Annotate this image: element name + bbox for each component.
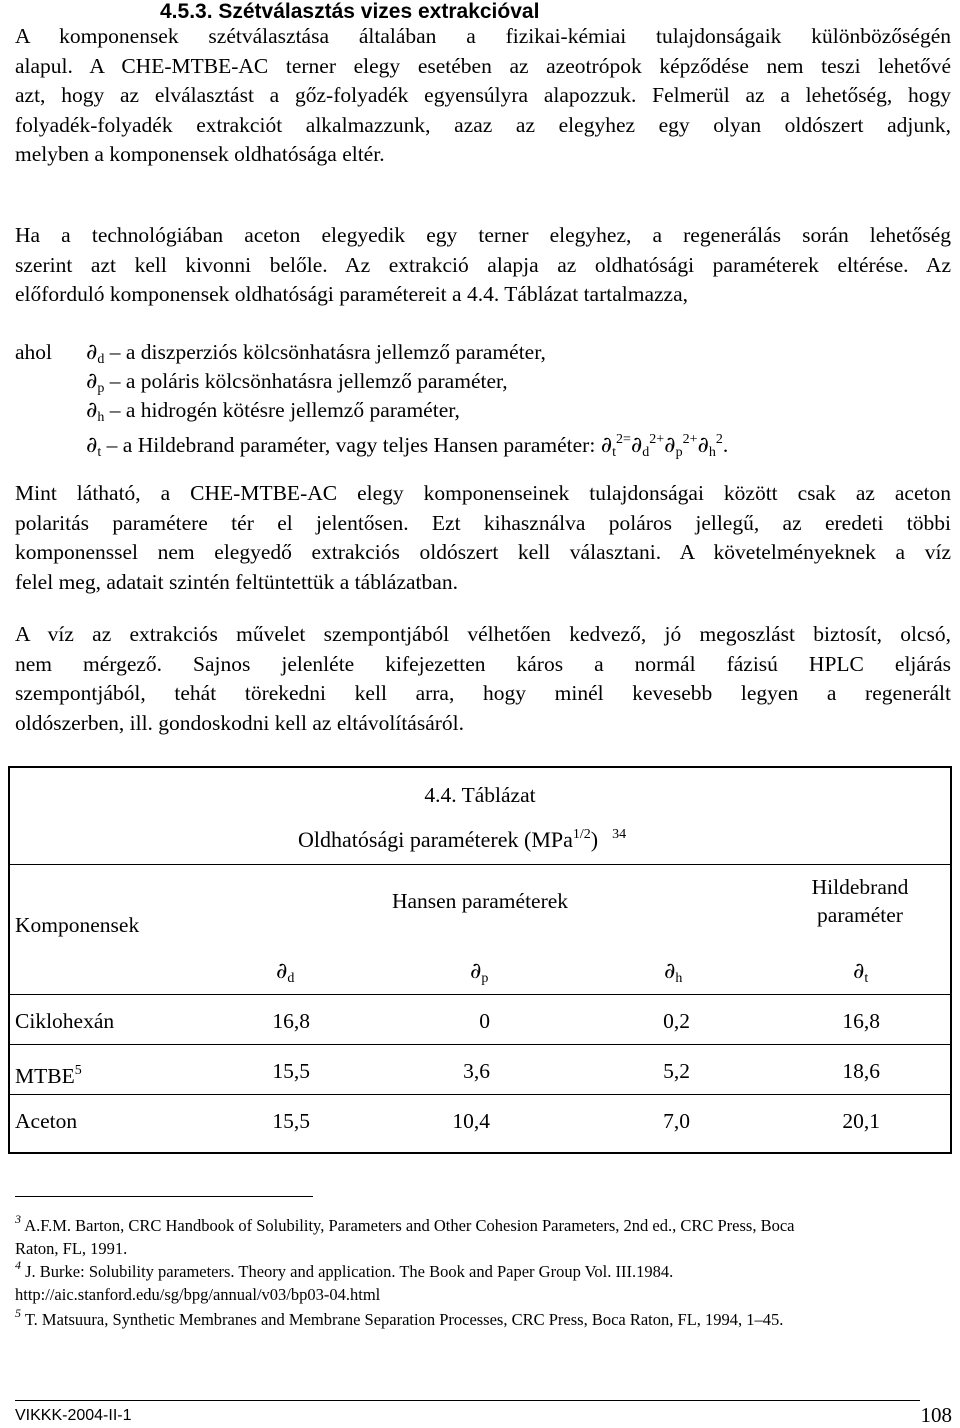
col-symbol-p [470, 958, 488, 992]
paragraph-line: előforduló komponensek oldhatósági paramétereit a 4.4. Táblázat tartalmazza, [15, 282, 688, 306]
definitions-label: ahol [15, 340, 53, 364]
paragraph-line: szempontjából, tehát törekedni kell arra, hogy minél kevesebb legyen a regenerált [15, 681, 951, 705]
paragraph-2 [15, 221, 951, 310]
col-symbol-h [664, 958, 682, 992]
paragraph-line: azt, hogy az elválasztást a gőz-folyadék egyensúlyra alapozzuk. Felmerül az a lehetőség, hogy [15, 83, 951, 107]
footnote-link[interactable]: http://aic.stanford.edu/sg/bpg/annual/v03/bp03-04.html [15, 1285, 381, 1304]
footnote-line: Raton, FL, 1991. [15, 1239, 128, 1258]
partial-symbol: ∂ [600, 433, 613, 458]
definition-text: – a hidrogén kötésre jellemző paraméter, [104, 398, 460, 422]
table-cell-t: 20,1 [842, 1109, 880, 1133]
table-caption: 4.4. Táblázat [424, 783, 536, 807]
table-title [298, 822, 626, 853]
paragraph-line: melyben a komponensek oldhatósága eltér. [15, 142, 385, 166]
formula-exponent: 2 [682, 432, 690, 447]
table-divider [10, 864, 950, 865]
formula-subscript: d [642, 445, 650, 460]
definition-text: – a diszperziós kölcsönhatásra jellemző paraméter, [104, 340, 546, 364]
table-cell-d: 15,5 [272, 1059, 310, 1083]
paragraph-1 [15, 22, 951, 170]
table-cell-p: 0 [479, 1009, 490, 1033]
section-heading: 4.5.3. Szétválasztás vizes extrakcióval [160, 0, 540, 23]
table-title-exponent: 1/2 [572, 827, 591, 842]
table-divider [10, 994, 950, 995]
row-name-text: MTBE [15, 1064, 75, 1088]
formula-plus: + [689, 432, 698, 447]
row-name-ref: 5 [74, 1063, 82, 1078]
footnote-text: T. Matsuura, Synthetic Membranes and Membrane Separation Processes, CRC Press, Boca Raton, FL, 1994, 1–45. [24, 1310, 784, 1329]
definition-text: – a Hildebrand paraméter, vagy teljes Hansen paraméter: [101, 433, 601, 457]
col-symbol-d [276, 958, 294, 992]
table-cell-t: 18,6 [842, 1059, 880, 1083]
symbol-subscript: d [97, 352, 105, 367]
partial-symbol: ∂ [697, 433, 709, 458]
formula-subscript: t [612, 445, 616, 460]
footer-rule [15, 1400, 920, 1401]
footnote-line [15, 1302, 951, 1331]
col-header-hildebrand: Hildebrand [811, 875, 909, 899]
col-header-components: Komponensek [15, 913, 140, 937]
partial-symbol: ∂ [853, 959, 865, 984]
definition-text: – a poláris kölcsönhatásra jellemző paraméter, [104, 369, 508, 393]
hildebrand-formula [600, 432, 729, 460]
col-symbol-t [853, 958, 868, 992]
table-divider [10, 1044, 950, 1045]
footnote-text: A.F.M. Barton, CRC Handbook of Solubility, Parameters and Other Cohesion Parameters, 2nd ed., CRC Press, Boca [24, 1216, 795, 1235]
paragraph-line: felel meg, adatait szintén feltüntettük a táblázatban. [15, 569, 458, 594]
footnote-number: 3 [15, 1212, 21, 1226]
paragraph-line: folyadék-folyadék extrakciót alkalmazzunk, azaz az elegyhez egy olyan oldószert adjunk, [15, 112, 951, 137]
footnote-line [15, 1254, 951, 1283]
table-cell-d: 15,5 [272, 1109, 310, 1133]
paragraph-line: nem mérgező. Sajnos jelenléte kifejezetten káros a normál fázisú HPLC eljárás [15, 651, 951, 676]
page-number: 108 [920, 1403, 952, 1427]
footnote-text: J. Burke: Solubility parameters. Theory and application. The Book and Paper Group Vol. III.1984. [25, 1262, 674, 1281]
table-cell-h: 7,0 [663, 1109, 690, 1133]
table-row-name [15, 1058, 82, 1089]
footnote-rule [15, 1196, 313, 1197]
table-title-text: Oldhatósági paraméterek (MPa [298, 827, 573, 852]
col-header-hildebrand-2: paraméter [817, 903, 903, 927]
paragraph-line: A komponensek szétválasztása általában a fizikai-kémiai tulajdonságaik különbözőségén [15, 24, 951, 48]
table-row-name: Aceton [15, 1109, 78, 1133]
formula-plus: + [656, 432, 665, 447]
table-cell-p: 3,6 [463, 1059, 490, 1083]
formula-subscript: h [708, 445, 716, 460]
footnote-line [15, 1208, 951, 1237]
col-header-hansen: Hansen paraméterek [391, 889, 569, 913]
paragraph-line: Ha a technológiában aceton elegyedik egy terner elegyhez, a regenerálás során lehetőség [15, 223, 951, 247]
partial-symbol: ∂ [276, 959, 288, 984]
formula-exponent: 2 [715, 432, 723, 447]
footer-doc-id: VIKKK-2004-II-1 [15, 1407, 132, 1424]
symbol-subscript: d [287, 971, 295, 986]
symbol-subscript: h [675, 971, 683, 986]
partial-symbol: ∂ [470, 959, 482, 984]
partial-symbol: ∂ [664, 433, 676, 458]
partial-symbol: ∂ [630, 433, 643, 458]
symbol-subscript: h [97, 410, 105, 425]
paragraph-line: A víz az extrakciós művelet szempontjából vélhetően kedvező, jó megoszlást biztosít, olcsó, [15, 622, 951, 646]
paragraph-line: oldószerben, ill. gondoskodni kell az eltávolításáról. [15, 710, 465, 735]
table-cell-h: 0,2 [663, 1009, 690, 1033]
paragraph-line: alapul. A CHE-MTBE-AC terner elegy esetében az azeotrópok képződése nem teszi lehetővé [15, 53, 951, 78]
footnote-3 [15, 1208, 951, 1260]
partial-symbol: ∂ [86, 340, 98, 365]
symbol-subscript: p [481, 971, 489, 986]
paragraph-line: polaritás paramétere tér el jelentősen. Ezt kihasználva poláros jellegű, az eredeti többi [15, 510, 951, 535]
partial-symbol: ∂ [664, 959, 676, 984]
table-title-close: ) [590, 827, 599, 852]
formula-exponent: 2 [615, 432, 623, 447]
footnote-4 [15, 1254, 951, 1306]
table-cell-p: 10,4 [452, 1109, 490, 1133]
paragraph-line: szerint azt kell kivonni belőle. Az extrakció alapja az oldhatósági paraméterek eltérése. Az [15, 252, 951, 277]
partial-symbol: ∂ [86, 369, 98, 394]
table-divider [10, 1094, 950, 1095]
paragraph-3 [15, 479, 951, 597]
table-row-name: Ciklohexán [15, 1009, 115, 1033]
footnote-number: 4 [15, 1258, 21, 1272]
footnote-number: 5 [15, 1306, 21, 1320]
symbol-subscript: p [97, 381, 105, 396]
formula-end: . [722, 433, 729, 457]
table-title-ref: 34 [612, 827, 627, 842]
partial-symbol: ∂ [86, 398, 98, 423]
solubility-table [8, 766, 952, 1154]
paragraph-line: Mint látható, a CHE-MTBE-AC elegy komponenseinek tulajdonságai között csak az aceton [15, 481, 951, 505]
paragraph-line: komponenssel nem elegyedő extrakciós oldószert kell választani. A követelményeknek a víz [15, 540, 951, 564]
table-cell-t: 16,8 [842, 1009, 880, 1033]
formula-exponent: 2 [649, 432, 657, 447]
symbol-subscript: t [97, 445, 102, 460]
footnote-5 [15, 1302, 951, 1331]
table-cell-h: 5,2 [663, 1059, 690, 1083]
symbol-subscript: t [864, 971, 869, 986]
definition-t [86, 425, 728, 467]
partial-symbol: ∂ [86, 433, 98, 458]
paragraph-4 [15, 620, 951, 738]
table-cell-d: 16,8 [272, 1009, 310, 1033]
formula-equals: = [622, 432, 631, 447]
formula-subscript: p [675, 445, 683, 460]
